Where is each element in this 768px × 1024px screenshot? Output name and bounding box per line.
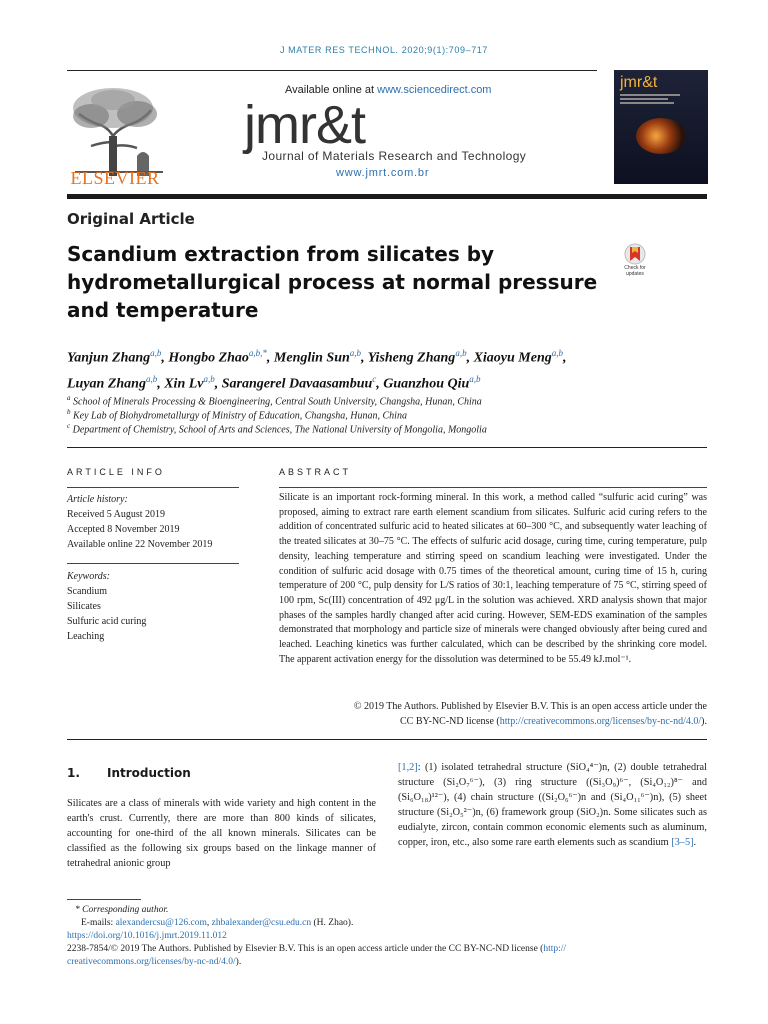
abstract-heading: ABSTRACT <box>279 467 352 477</box>
section-number: 1. <box>67 766 80 780</box>
author-affiliation-mark[interactable]: a,b <box>203 373 215 384</box>
author-affiliation-mark[interactable]: a,b <box>145 373 158 384</box>
bookmark-icon <box>617 243 653 265</box>
author-affiliation-mark[interactable]: a,b,* <box>248 348 267 358</box>
journal-website-link[interactable]: www.jmrt.com.br <box>336 167 430 179</box>
intro-left-column: Silicates are a class of minerals with wide variety and high content in the earth's crust. Currently, there are more than 800 kinds of silicates, accounting for one-third of the all known minerals. Silicates can be classified as the following six groups based on the linkage manner of tetrahedral anionic group <box>67 798 376 869</box>
author-affiliation-mark[interactable]: a,b <box>469 373 481 384</box>
accepted-date: Accepted 8 November 2019 <box>67 524 180 535</box>
abstract-text: Silicate is an important rock-forming mineral. In this work, a method called “sulfuric acid curing” was proposed, aiming to extract rare earth element scandium from silicates. Sulfuric acid curing refers to the addition of concentrated sulfuric acid to heated silicates at 60–300 °C, and subsequently water leaching of the treated silicates at 30–75 °C. The effects of sulfuric acid dosage, curing time, curing temperature, pulp density, leaching temperature and stirring speed on scandium leaching were investigated. Under the condition of sulfuric acid dosage with 0.75 times of the theoretical amount, curing time of 15 h, curing temperature of 200 °C, pulp density for L/S ratios of 30:1, leaching temperature of 75 °C, stirring speed of 100 rpm, Sc(III) concentration of 492 μg/L in the solution was achieved. XRD analysis shown that major phases of the samples hardly changed after acid curing. However, SEM-EDS examination of the samples demonstrated that morphology and particle size of minerals were changed obviously after being cured and leached. Leaching kinetics was further calculated, which can be described by the shrinking core model. The apparent activation energy for the dissolution was determined to be 55.49 kJ.mol⁻¹. <box>279 492 707 665</box>
check-for-updates-badge[interactable] <box>617 243 653 281</box>
keywords-rule <box>67 563 239 564</box>
article-title: Scandium extraction from silicates by hydrometallurgical process at normal pressure and temperature <box>67 242 598 322</box>
copyright-line-1: © 2019 The Authors. Published by Elsevier B.V. This is an open access article under the <box>353 701 707 712</box>
article-info-heading: ARTICLE INFO <box>67 467 165 477</box>
corresponding-author-note: * Corresponding author. <box>75 905 169 915</box>
license-footnote: 2238-7854/© 2019 The Authors. Published by Elsevier B.V. This is an open access article under the CC BY-NC-ND license (http:// creativecommons.org/licenses/by-nc-nd/4.0/). <box>67 944 567 967</box>
keyword-item: Scandium <box>67 586 107 597</box>
author-name: Guanzhou Qiu <box>383 376 470 392</box>
sciencedirect-link[interactable]: www.sciencedirect.com <box>377 84 492 96</box>
copyright-line-2: CC BY-NC-ND license (http://creativecommons.org/licenses/by-nc-nd/4.0/). <box>400 715 707 727</box>
author-affiliation-mark[interactable]: a,b <box>150 348 162 358</box>
journal-cover-image <box>614 70 708 184</box>
author-list <box>67 343 707 394</box>
keywords-label: Keywords: <box>67 571 110 582</box>
author-name: Hongbo Zhao <box>168 350 249 366</box>
author-affiliation-mark[interactable]: a,b <box>551 348 563 358</box>
journal-reference: J MATER RES TECHNOL. 2020;9(1):709–717 <box>279 45 489 55</box>
author-name: Yisheng Zhang <box>367 350 456 366</box>
keyword-item: Leaching <box>67 631 105 642</box>
affiliation-a: $^a$ School of Minerals Processing & Bioengineering, Central South University, Changsha, Hunan, China <box>67 394 482 408</box>
cover-subtitle-decoration <box>620 92 702 106</box>
header-rule <box>67 70 597 71</box>
article-info-rule <box>67 487 239 488</box>
email-link[interactable]: alexandercsu@126.com <box>115 918 207 928</box>
author-name: Xiaoyu Meng <box>473 350 552 366</box>
abstract-copyright <box>279 700 707 729</box>
cc-license-link[interactable]: http://creativecommons.org/licenses/by-nc-nd/4.0/ <box>499 715 702 727</box>
section-title: Introduction <box>107 766 191 780</box>
email-link[interactable]: zhbalexander@csu.edu.cn <box>211 918 312 928</box>
author-name: Xin Lv <box>164 376 204 392</box>
author-name: Menglin Sun <box>273 350 350 366</box>
author-name: Luyan Zhang <box>67 376 146 392</box>
author-name: Sarangerel Davaasambuu <box>221 376 373 392</box>
keyword-item: Sulfuric acid curing <box>67 616 147 627</box>
license-link-continued[interactable]: creativecommons.org/licenses/by-nc-nd/4.0/ <box>67 957 236 967</box>
author-affiliation-mark[interactable]: c <box>372 373 377 384</box>
online-date: Available online 22 November 2019 <box>67 539 213 550</box>
email-footnote: E-mails: alexandercsu@126.com, zhbalexander@csu.edu.cn (H. Zhao). <box>81 918 354 928</box>
received-date: Received 5 August 2019 <box>67 509 166 520</box>
cover-graphic <box>636 118 686 154</box>
author-line-1: Yanjun Zhang$^{a,b}$, Hongbo Zhao$^{a,b,*}$, Menglin Sun$^{a,b}$, Yisheng Zhang$^{a,b}$, Xiaoyu Meng$^{a,b}$, <box>67 348 567 366</box>
citation-link[interactable]: [3–5] <box>671 837 694 848</box>
author-name: Yanjun Zhang <box>67 350 151 366</box>
abstract-bottom-rule <box>67 739 707 740</box>
keyword-item: Silicates <box>67 601 101 612</box>
journal-name: Journal of Materials Research and Technology <box>262 149 527 163</box>
section-divider <box>67 447 707 448</box>
intro-right-column: [1,2]: (1) isolated tetrahedral structure (SiO₄⁴⁻)n, (2) double tetrahedral structure (Si₂O₇⁶⁻), (3) ring structure ((Si₃O₉)⁶⁻, (Si₄O₁₂)⁸⁻ and (Si₆O₁₈)¹²⁻), (4) chain structure ((Si₂O₆⁶⁻)n and (Si₄O₁₁⁶⁻)n), (5) sheet structure (Si₂O₅²⁻)n, (6) framework group (SiO₂)n. Some silicates such as eudialyte, zircon, contain common economic elements such as aluminum, copper, iron, etc., also some rare earth elements such as scandium [3–5]. <box>398 762 707 848</box>
masthead-divider <box>67 194 707 199</box>
elsevier-wordmark: ELSEVIER <box>70 168 160 188</box>
affiliation-b: $^b$ Key Lab of Biohydrometallurgy of Ministry of Education, Changsha, Hunan, China <box>67 408 407 422</box>
abstract-rule <box>279 487 707 488</box>
intro-heading <box>67 766 191 780</box>
affiliation-c: $^c$ Department of Chemistry, School of Arts and Sciences, The National University of Mongolia, Mongolia <box>67 422 487 436</box>
check-for-updates-label: Check for updates <box>624 265 646 277</box>
author-line-2: Luyan Zhang$^{a,b}$, Xin Lv$^{a,b}$, Sarangerel Davaasambuu$^c$, Guanzhou Qiu$^{a,b}$ <box>67 373 481 392</box>
license-link[interactable]: http:// <box>543 944 567 954</box>
author-affiliation-mark[interactable]: a,b <box>455 348 467 358</box>
journal-masthead: jmr&t <box>244 95 365 155</box>
available-prefix: Available online at <box>285 84 378 96</box>
history-label: Article history: <box>67 494 128 505</box>
footnote-rule <box>67 899 141 900</box>
article-type: Original Article <box>67 210 195 228</box>
doi-link[interactable]: https://doi.org/10.1016/j.jmrt.2019.11.012 <box>67 931 227 941</box>
cover-title: jmr&t <box>620 74 658 91</box>
author-affiliation-mark[interactable]: a,b <box>349 348 362 358</box>
citation-link[interactable]: [1,2] <box>398 762 418 773</box>
